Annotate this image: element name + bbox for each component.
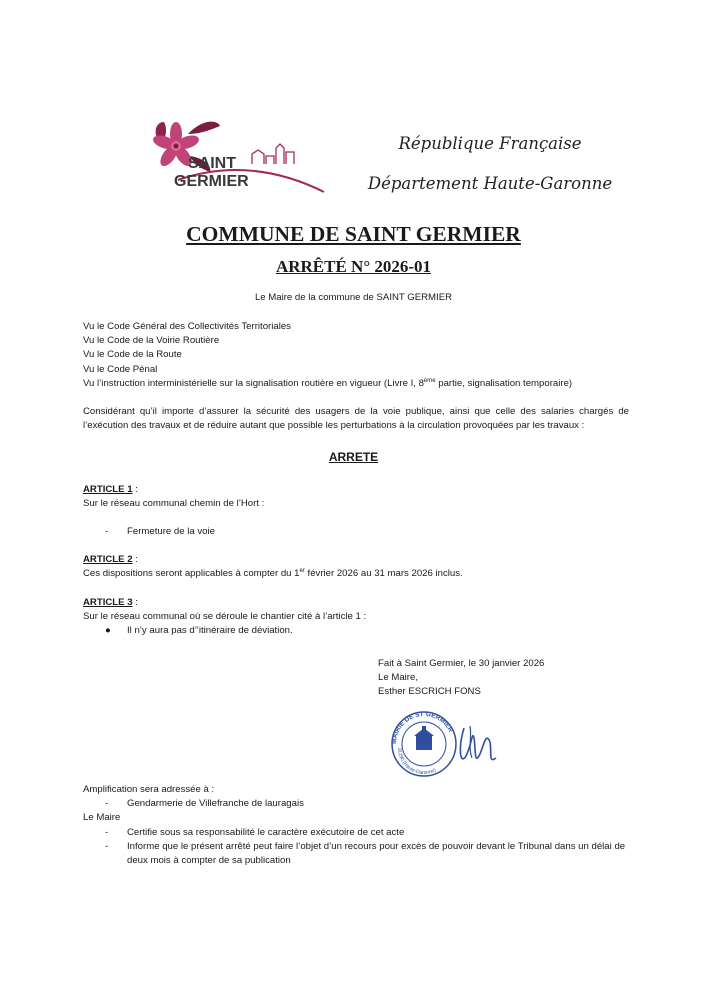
commune-logo <box>148 116 326 198</box>
vu-item: Vu le Code de la Voirie Routière <box>83 335 220 347</box>
arrete-heading: ARRETE <box>328 450 379 464</box>
article-3-bullet-item <box>83 624 643 638</box>
article-2-colon: : <box>132 554 138 565</box>
article-2-text <box>83 567 643 581</box>
amplification-recipient: - Gendarmerie de Villefranche de lauragais <box>83 797 643 811</box>
logo-text-saint: SAINT <box>188 155 236 172</box>
svg-text:31290 (Haute-Garonne) <box>396 748 437 776</box>
stamp-text-bottom: 31290 (Haute-Garonne) <box>395 747 437 777</box>
logo-text-germier: GERMIER <box>174 173 249 190</box>
superscript: er <box>299 568 305 575</box>
vu-item: Vu le Code Général des Collectivités Territoriales <box>83 321 291 332</box>
vu-instruction-text-end: partie, signalisation temporaire) <box>435 377 573 389</box>
place-date: Fait à Saint Germier, le 30 janvier 2026 <box>378 658 545 669</box>
article-1-colon: : <box>132 484 138 495</box>
signature-block <box>378 657 628 700</box>
bullet-icon: ● <box>105 625 111 637</box>
considerant-paragraph: Considérant qu’il importe d’assurer la sécurité des usagers de la voie publique, ainsi que celle des salaries chargés de l’exécution des travaux et de réduire autant que possible les perturbations à la circulation provoquées par les travaux : <box>83 406 629 432</box>
article-1 <box>83 483 643 540</box>
article-1-text: Sur le réseau communal chemin de l’Hort : <box>83 498 265 510</box>
article-3-item-text: Il n’y aura pas d’’itinéraire de déviation. <box>127 625 293 637</box>
article-1-heading: ARTICLE 1 <box>83 484 133 495</box>
amplification-intro: Amplification sera adressée à : <box>83 784 215 795</box>
amplification-maire: Le Maire <box>83 812 121 824</box>
amplification-item: - Informe que le présent arrêté peut faire l’objet d’un recours pour excès de pouvoir devant le Tribunal dans un délai de deux mois à compter de sa publication <box>83 840 643 868</box>
vu-item: Vu le Code Pénal <box>83 363 158 375</box>
arrete-number-title: ARRÊTÉ N° 2026-01 <box>275 257 432 276</box>
article-2-heading: ARTICLE 2 <box>83 554 133 565</box>
article-3-colon: : <box>132 597 138 608</box>
official-stamp <box>388 708 504 778</box>
republic-header <box>360 124 620 204</box>
article-1-item: - Fermeture de la voie <box>83 525 643 539</box>
commune-title: COMMUNE DE SAINT GERMIER <box>186 222 521 246</box>
stamp-text-top: MAIRIE DE ST GERMIER <box>390 710 455 745</box>
article-2 <box>83 553 643 581</box>
signature-role: Le Maire, <box>378 672 418 684</box>
vu-instruction-text: Vu l’instruction interministérielle sur la signalisation routière en vigueur (Livre I, 8 <box>83 377 424 389</box>
superscript: ème <box>423 377 436 384</box>
vu-item: Vu le Code de la Route <box>83 349 182 361</box>
article-2-text-start: Ces dispositions seront applicables à compter du 1 <box>83 568 300 580</box>
departement-text: Département Haute-Garonne <box>367 174 613 193</box>
signature-name: Esther ESCRICH FONS <box>378 686 481 698</box>
article-2-text-end: février 2026 au 31 mars 2026 inclus. <box>304 568 463 580</box>
amplification-item: - Certifie sous sa responsabilité le caractère exécutoire de cet acte <box>83 826 643 840</box>
article-3-heading: ARTICLE 3 <box>83 597 133 608</box>
amplification-block <box>83 783 643 868</box>
article-3-text: Sur le réseau communal où se déroule le chantier cité à l’article 1 : <box>83 611 367 623</box>
article-3 <box>83 596 643 639</box>
maire-intro: Le Maire de la commune de SAINT GERMIER <box>254 292 453 303</box>
vu-item-instruction <box>83 377 643 391</box>
handwritten-signature <box>460 728 496 760</box>
republique-text: République Française <box>398 134 582 153</box>
vu-list <box>83 320 643 391</box>
